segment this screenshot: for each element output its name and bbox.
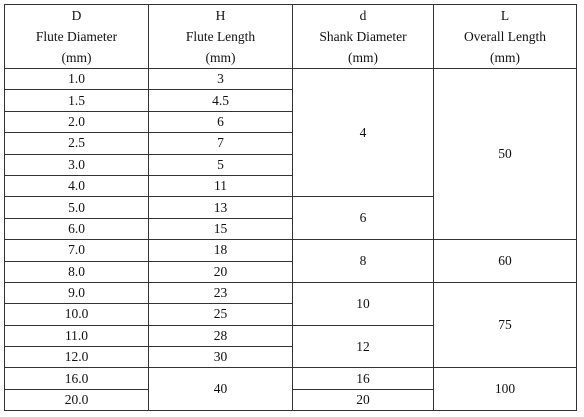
header-unit: (mm) bbox=[490, 50, 520, 65]
flute-diameter-cell: 12.0 bbox=[5, 347, 149, 368]
flute-length-cell: 11 bbox=[149, 175, 293, 196]
flute-diameter-cell: 16.0 bbox=[5, 368, 149, 389]
shank-diameter-cell: 12 bbox=[293, 325, 434, 368]
shank-diameter-cell: 16 bbox=[293, 368, 434, 389]
table-row bbox=[5, 240, 577, 261]
header-label: Shank Diameter bbox=[319, 29, 407, 44]
header-overall-length bbox=[434, 5, 577, 69]
shank-diameter-cell: 10 bbox=[293, 282, 434, 325]
shank-diameter-cell: 8 bbox=[293, 240, 434, 283]
table-row bbox=[5, 282, 577, 303]
dimension-table bbox=[4, 4, 577, 411]
header-symbol: L bbox=[500, 8, 510, 23]
flute-length-cell: 30 bbox=[149, 347, 293, 368]
flute-length-cell: 4.5 bbox=[149, 90, 293, 111]
flute-diameter-cell: 6.0 bbox=[5, 218, 149, 239]
header-label: Flute Length bbox=[185, 29, 256, 44]
header-symbol: d bbox=[359, 8, 367, 23]
flute-length-cell: 23 bbox=[149, 282, 293, 303]
shank-diameter-cell: 6 bbox=[293, 197, 434, 240]
overall-length-cell: 75 bbox=[434, 282, 577, 368]
flute-diameter-cell: 3.0 bbox=[5, 154, 149, 175]
header-flute-diameter bbox=[5, 5, 149, 69]
flute-diameter-cell: 8.0 bbox=[5, 261, 149, 282]
header-label: Flute Diameter bbox=[35, 29, 118, 44]
overall-length-cell: 100 bbox=[434, 368, 577, 411]
table-row bbox=[5, 368, 577, 389]
flute-diameter-cell: 1.0 bbox=[5, 69, 149, 90]
flute-diameter-cell: 2.5 bbox=[5, 133, 149, 154]
flute-diameter-cell: 10.0 bbox=[5, 304, 149, 325]
shank-diameter-cell: 20 bbox=[293, 389, 434, 410]
flute-diameter-cell: 20.0 bbox=[5, 389, 149, 410]
flute-length-cell: 25 bbox=[149, 304, 293, 325]
flute-length-cell: 20 bbox=[149, 261, 293, 282]
flute-length-cell: 18 bbox=[149, 240, 293, 261]
flute-diameter-cell: 4.0 bbox=[5, 175, 149, 196]
flute-length-cell: 5 bbox=[149, 154, 293, 175]
flute-diameter-cell: 5.0 bbox=[5, 197, 149, 218]
flute-diameter-cell: 2.0 bbox=[5, 111, 149, 132]
header-unit: (mm) bbox=[61, 50, 92, 65]
flute-diameter-cell: 1.5 bbox=[5, 90, 149, 111]
flute-length-cell: 40 bbox=[149, 368, 293, 411]
overall-length-cell: 50 bbox=[434, 69, 577, 240]
flute-length-cell: 15 bbox=[149, 218, 293, 239]
overall-length-cell: 60 bbox=[434, 240, 577, 283]
flute-length-cell: 3 bbox=[149, 69, 293, 90]
flute-length-cell: 28 bbox=[149, 325, 293, 346]
header-label: Overall Length bbox=[463, 29, 547, 44]
flute-diameter-cell: 11.0 bbox=[5, 325, 149, 346]
shank-diameter-cell: 4 bbox=[293, 69, 434, 197]
header-unit: (mm) bbox=[348, 50, 378, 65]
flute-diameter-cell: 7.0 bbox=[5, 240, 149, 261]
header-flute-length bbox=[149, 5, 293, 69]
header-symbol: H bbox=[215, 8, 226, 23]
header-symbol: D bbox=[71, 8, 82, 23]
header-unit: (mm) bbox=[205, 50, 236, 65]
flute-length-cell: 13 bbox=[149, 197, 293, 218]
header-shank-diameter bbox=[293, 5, 434, 69]
flute-diameter-cell: 9.0 bbox=[5, 282, 149, 303]
flute-length-cell: 7 bbox=[149, 133, 293, 154]
flute-length-cell: 6 bbox=[149, 111, 293, 132]
header-row bbox=[5, 5, 577, 69]
table-row bbox=[5, 69, 577, 90]
